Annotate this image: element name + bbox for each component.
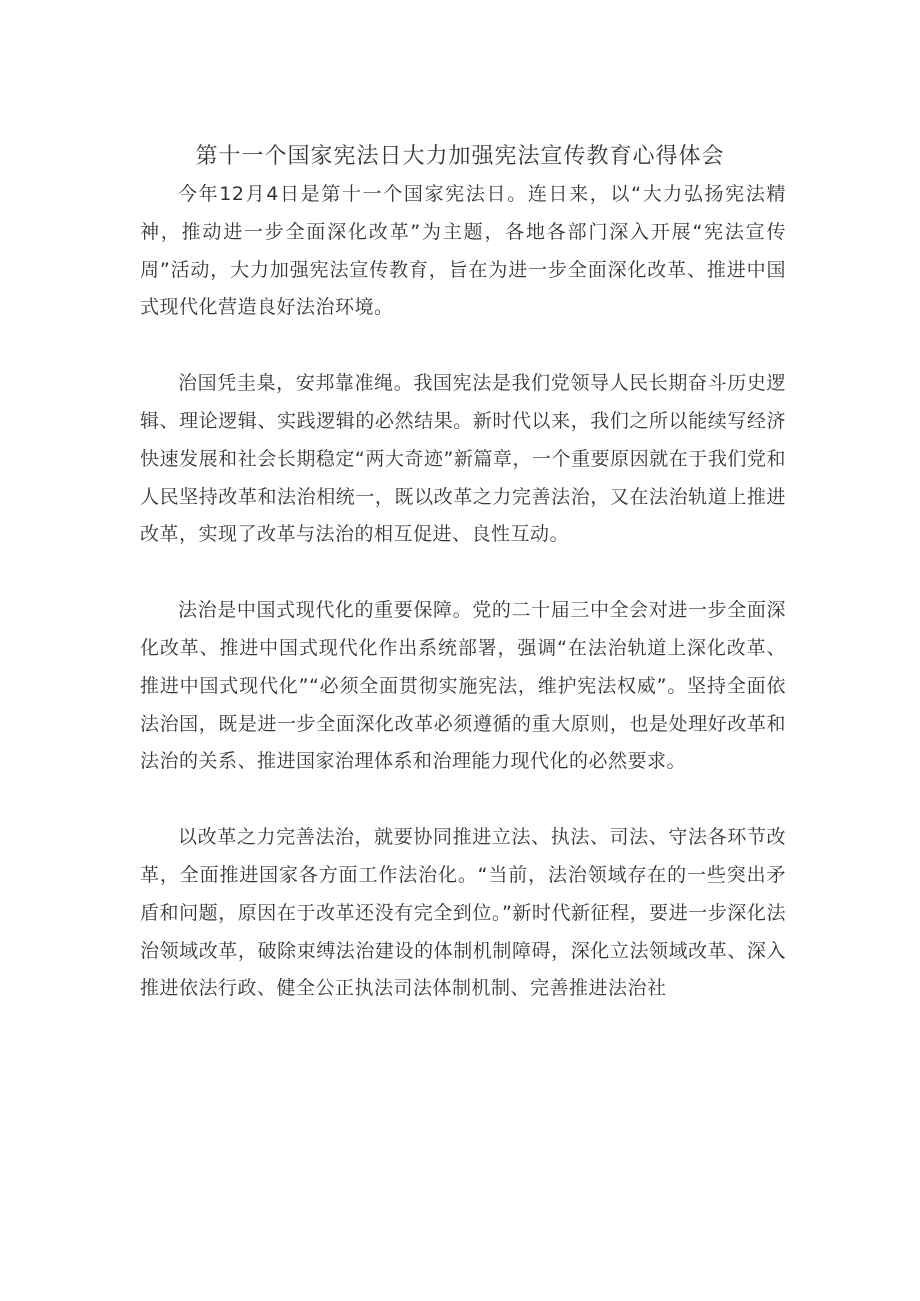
paragraph-2: 治国凭圭臬，安邦靠准绳。我国宪法是我们党领导人民长期奋斗历史逻辑、理论逻辑、实践逻辑的必然结果。新时代以来，我们之所以能续写经济快速发展和社会长期稳定“两大奇迹”新篇章，一个重要原因就在于我们党和人民坚持改革和法治相统一，既以改革之力完善法治，又在法治轨道上推进改革，实现了改革与法治的相互促进、良性互动。 [140, 372, 786, 546]
document-body [140, 176, 786, 1046]
paragraph-3: 法治是中国式现代化的重要保障。党的二十届三中全会对进一步全面深化改革、推进中国式现代化作出系统部署，强调“在法治轨道上深化改革、推进中国式现代化”“必须全面贯彻实施宪法，维护宪法权威”。坚持全面依法治国，既是进一步全面深化改革必须遵循的重大原则，也是处理好改革和法治的关系、推进国家治理体系和治理能力现代化的必然要求。 [140, 599, 786, 773]
paragraph-4: 以改革之力完善法治，就要协同推进立法、执法、司法、守法各环节改革，全面推进国家各方面工作法治化。“当前，法治领域存在的一些突出矛盾和问题，原因在于改革还没有完全到位。”新时代新征程，要进一步深化法治领域改革，破除束缚法治建设的体制机制障碍，深化立法领域改革、深入推进依法行政、健全公正执法司法体制机制、完善推进法治社 [140, 826, 786, 1000]
paragraph-1: 今年12月4日是第十一个国家宪法日。连日来，以“大力弘扬宪法精神，推动进一步全面深化改革”为主题，各地各部门深入开展“宪法宣传周”活动，大力加强宪法宣传教育，旨在为进一步全面深化改革、推进中国式现代化营造良好法治环境。 [140, 183, 786, 319]
document-title: 第十一个国家宪法日大力加强宪法宣传教育心得体会 [195, 144, 725, 169]
